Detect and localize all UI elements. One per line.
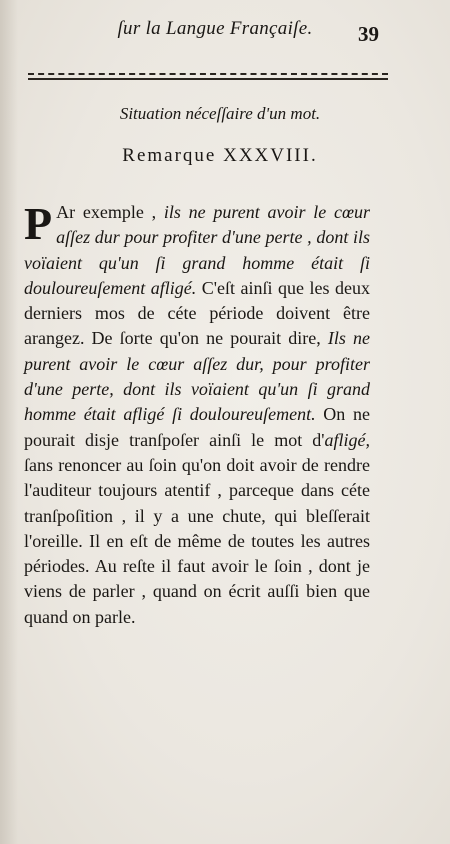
solid-rule-line — [28, 78, 388, 80]
italic-counterexample: Ils ne purent avoir le cœur aſſez dur, pour profiter d'une perte, dont ils voïaient qu'un ſi grand homme était afligé ſi douloureuſement. — [24, 328, 370, 425]
body-text — [24, 200, 370, 630]
dashed-rule-line — [28, 73, 388, 77]
running-title: ſur la Langue Françaiſe. — [117, 18, 313, 39]
remark-heading: Remarque XXXVIII. — [122, 145, 318, 166]
drop-cap: P — [24, 198, 53, 249]
italic-example: ils ne purent avoir le cœur aſſez dur pour profiter d'une perte , dont ils voïaient qu'un ſi grand homme était ſi douloureuſement afligé. — [24, 202, 371, 298]
text-run: C'eſt ainſi que les deux derniers mos de céte période doivent être arangez. De ſorte qu'on ne pourait dire, — [24, 277, 370, 349]
text-run: On ne pourait disje tranſpoſer ainſi le mot d' — [24, 404, 370, 450]
text-run: Ar exemple , — [56, 202, 164, 222]
italic-word: afligé, — [324, 429, 370, 450]
page-number: 39 — [358, 22, 379, 46]
header-rule — [28, 70, 388, 84]
paragraph — [24, 200, 370, 630]
page-gutter — [0, 0, 18, 844]
text-run: ſans renoncer au ſoin qu'on doit avoir de rendre l'auditeur toujours atentif , parceque dans céte tranſpoſition , il y a une chute, qui bleſſerait l'oreille. Il en eſt de même de toutes les autres périodes. Au reſte il faut avoir le ſoin , dont je viens de parler , quand on écrit auſſi bien que quand on parle. — [24, 454, 370, 627]
section-title: Situation néceſſaire d'un mot. — [119, 104, 321, 123]
